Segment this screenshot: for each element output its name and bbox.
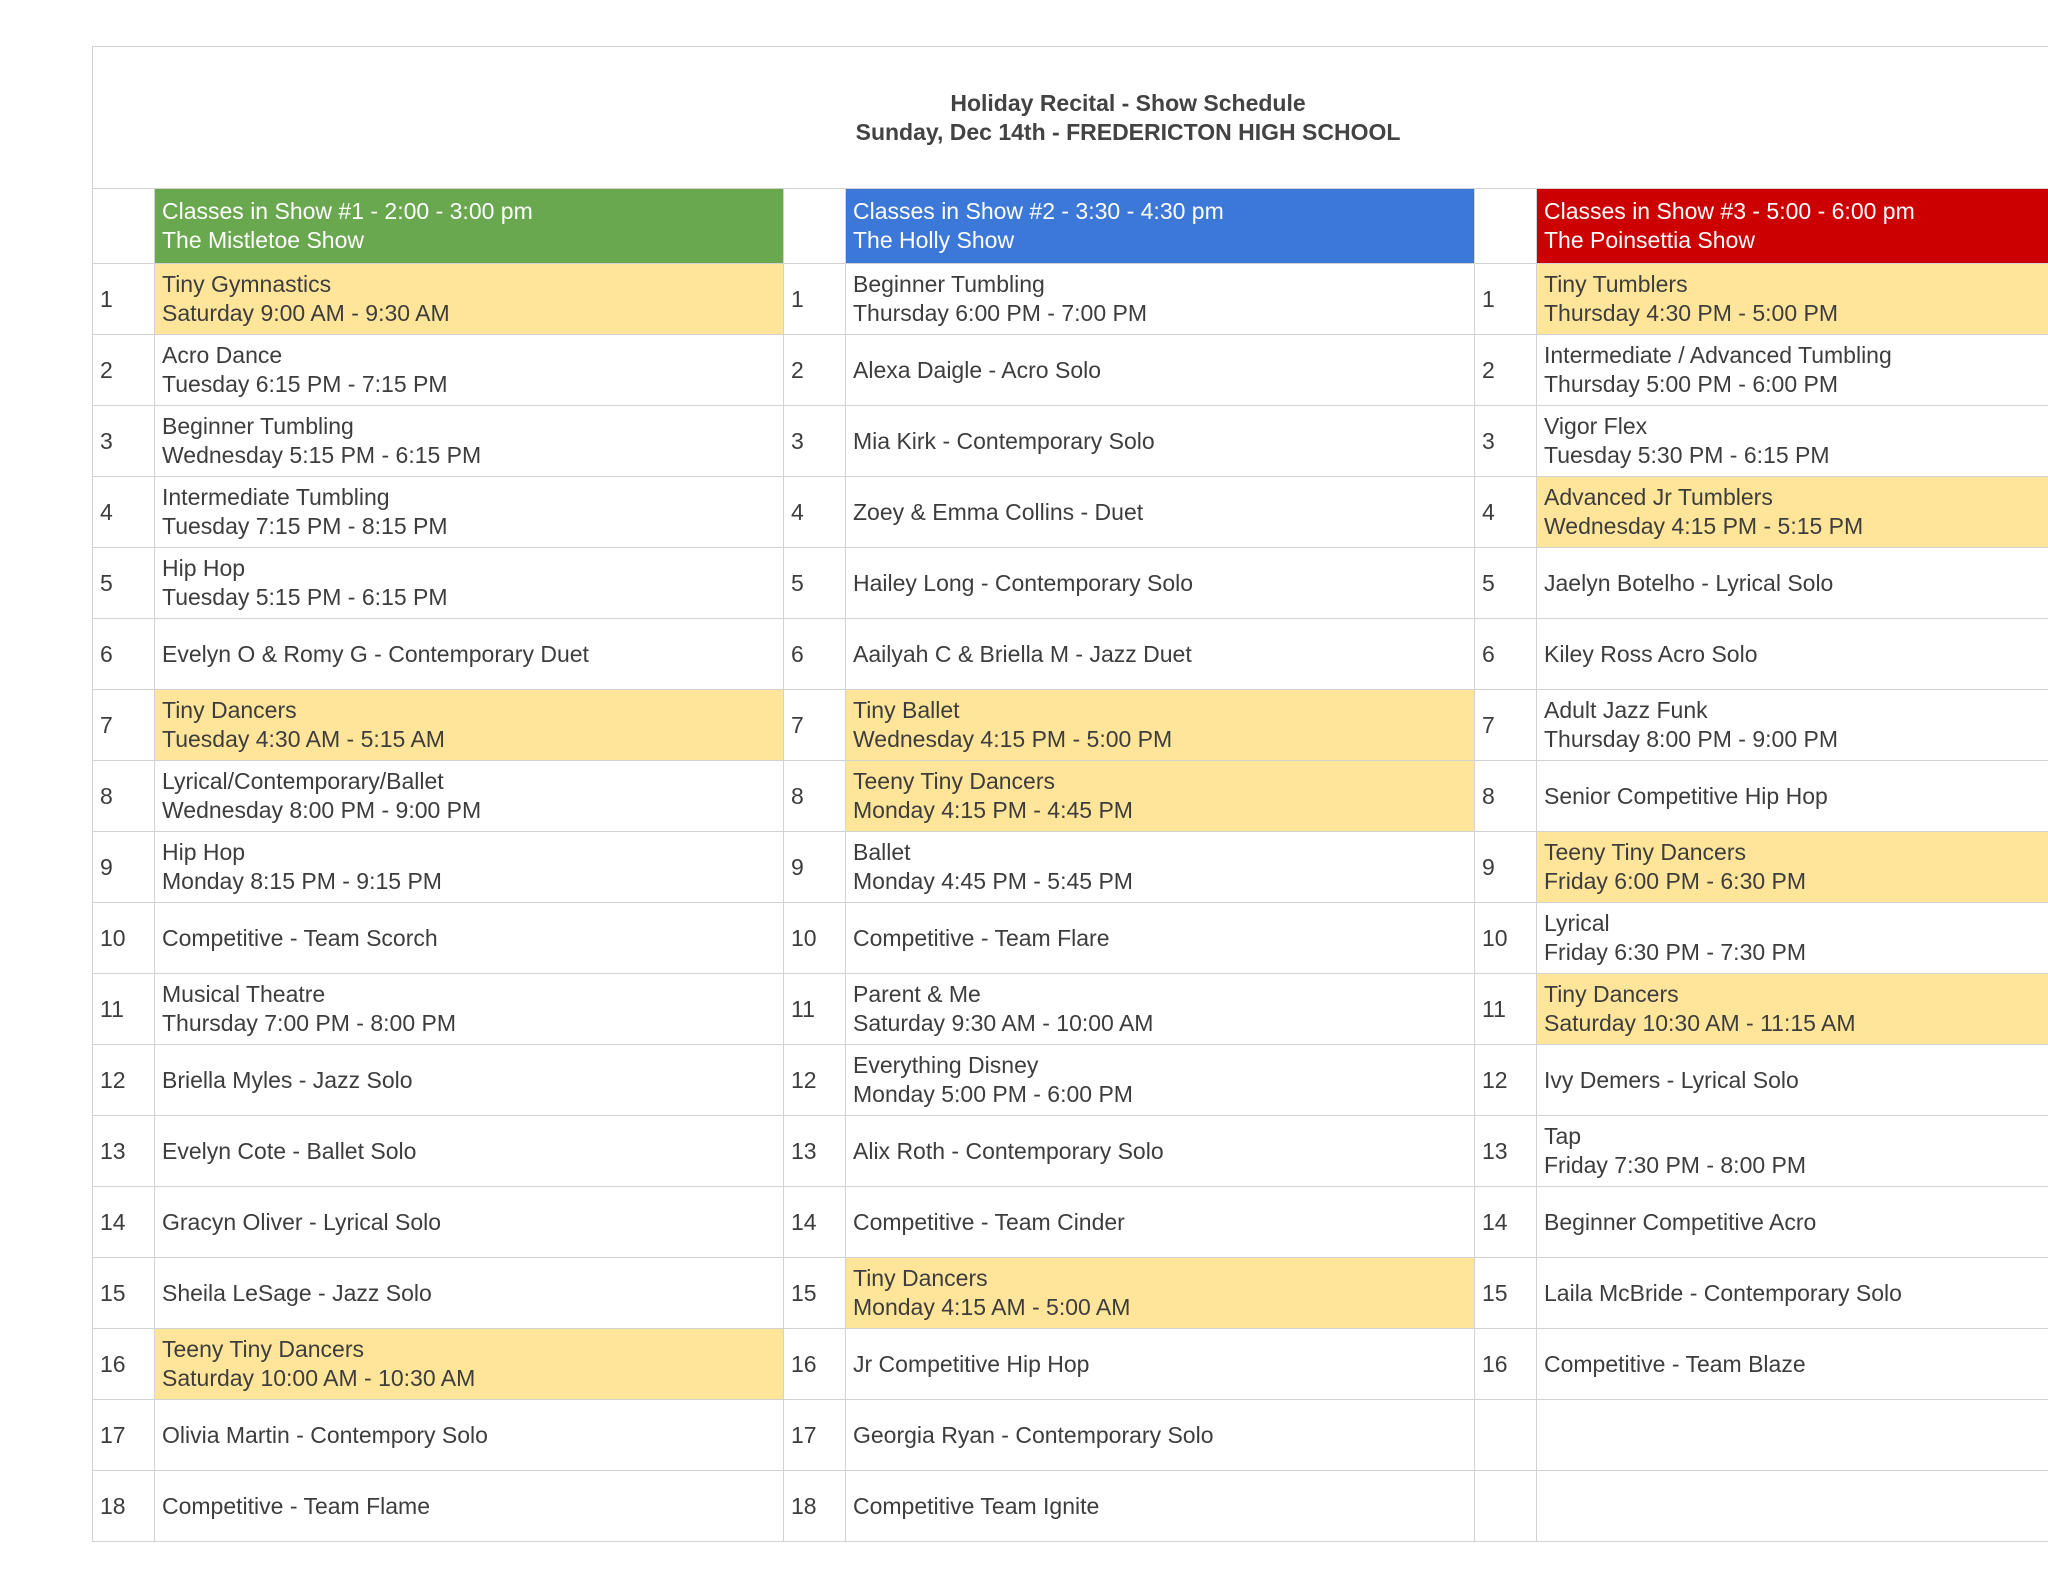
entry-number: 16 <box>93 1329 155 1400</box>
entry-number: 3 <box>1475 406 1537 477</box>
entry-number <box>1475 1400 1537 1471</box>
entry-cell <box>846 1471 1475 1542</box>
class-name: Competitive - Team Flame <box>162 1492 430 1519</box>
entry-cell <box>1537 761 2048 832</box>
entry-cell <box>1537 974 2048 1045</box>
entry-cell <box>846 548 1475 619</box>
entry-number: 16 <box>1475 1329 1537 1400</box>
entry-number: 10 <box>93 903 155 974</box>
table-row <box>93 1329 2048 1400</box>
class-name: Competitive - Team Cinder <box>853 1208 1125 1235</box>
entry-cell <box>155 1045 784 1116</box>
entry-number: 18 <box>93 1471 155 1542</box>
entry-number: 15 <box>784 1258 846 1329</box>
table-row <box>93 974 2048 1045</box>
class-name: Briella Myles - Jazz Solo <box>162 1066 413 1093</box>
header-number-cell <box>1475 189 1537 264</box>
entry-cell <box>846 761 1475 832</box>
class-name: Hailey Long - Contemporary Solo <box>853 569 1194 596</box>
entry-cell <box>846 1258 1475 1329</box>
entry-cell <box>846 619 1475 690</box>
entry-number: 2 <box>93 335 155 406</box>
entry-cell <box>846 1116 1475 1187</box>
entry-cell <box>1537 1329 2048 1400</box>
entry-cell <box>1537 1258 2048 1329</box>
class-name: Intermediate / Advanced Tumbling <box>1544 342 1892 368</box>
class-name: Acro Dance <box>162 342 283 368</box>
entry-cell <box>155 1400 784 1471</box>
class-name: Senior Competitive Hip Hop <box>1544 782 1828 809</box>
class-name: Beginner Competitive Acro <box>1544 1208 1817 1235</box>
show-1-header-time: Classes in Show #1 - 2:00 - 3:00 pm <box>162 198 533 224</box>
class-name: Adult Jazz Funk <box>1544 697 1708 723</box>
entry-number: 8 <box>93 761 155 832</box>
table-row <box>93 903 2048 974</box>
entry-cell <box>1537 1400 2048 1471</box>
class-name: Lyrical/Contemporary/Ballet <box>162 768 444 794</box>
class-name: Competitive Team Ignite <box>853 1492 1100 1519</box>
class-name: Tiny Gymnastics <box>162 271 332 297</box>
entry-number: 17 <box>93 1400 155 1471</box>
entry-cell <box>1537 406 2048 477</box>
entry-number: 5 <box>1475 548 1537 619</box>
table-row <box>93 690 2048 761</box>
class-time: Thursday 4:30 PM - 5:00 PM <box>1544 300 1839 326</box>
entry-number: 15 <box>93 1258 155 1329</box>
entry-cell <box>846 974 1475 1045</box>
show-2-header-name: The Holly Show <box>853 227 1015 253</box>
entry-number: 6 <box>93 619 155 690</box>
class-time: Friday 7:30 PM - 8:00 PM <box>1544 1152 1807 1178</box>
class-name: Beginner Tumbling <box>162 413 354 439</box>
table-row <box>93 406 2048 477</box>
entry-cell <box>846 1400 1475 1471</box>
class-name: Laila McBride - Contemporary Solo <box>1544 1279 1902 1306</box>
class-name: Mia Kirk - Contemporary Solo <box>853 427 1155 454</box>
class-name: Teeny Tiny Dancers <box>162 1336 364 1362</box>
show-3-header <box>1537 189 2048 264</box>
show-1-header-name: The Mistletoe Show <box>162 227 364 253</box>
class-name: Tap <box>1544 1123 1582 1149</box>
show-2-header-time: Classes in Show #2 - 3:30 - 4:30 pm <box>853 198 1224 224</box>
class-name: Jaelyn Botelho - Lyrical Solo <box>1544 569 1834 596</box>
entry-number: 1 <box>93 264 155 335</box>
entry-number: 6 <box>784 619 846 690</box>
table-row <box>93 832 2048 903</box>
entry-number <box>1475 1471 1537 1542</box>
entry-number: 10 <box>784 903 846 974</box>
class-name: Alexa Daigle - Acro Solo <box>853 356 1102 383</box>
table-row <box>93 619 2048 690</box>
class-name: Gracyn Oliver - Lyrical Solo <box>162 1208 442 1235</box>
class-time: Monday 4:15 PM - 4:45 PM <box>853 797 1133 823</box>
entry-cell <box>155 974 784 1045</box>
class-name: Teeny Tiny Dancers <box>1544 839 1746 865</box>
entry-number: 1 <box>1475 264 1537 335</box>
class-time: Thursday 7:00 PM - 8:00 PM <box>162 1010 457 1036</box>
entry-number: 7 <box>784 690 846 761</box>
table-row <box>93 477 2048 548</box>
class-name: Zoey & Emma Collins - Duet <box>853 498 1144 525</box>
class-time: Thursday 5:00 PM - 6:00 PM <box>1544 371 1839 397</box>
entry-number: 10 <box>1475 903 1537 974</box>
entry-cell <box>1537 1116 2048 1187</box>
class-time: Thursday 6:00 PM - 7:00 PM <box>853 300 1148 326</box>
class-name: Evelyn O & Romy G - Contemporary Duet <box>162 640 589 667</box>
class-time: Monday 4:15 AM - 5:00 AM <box>853 1294 1131 1320</box>
class-name: Alix Roth - Contemporary Solo <box>853 1137 1164 1164</box>
entry-number: 11 <box>784 974 846 1045</box>
class-name: Vigor Flex <box>1544 413 1648 439</box>
entry-cell <box>846 1329 1475 1400</box>
entry-number: 12 <box>1475 1045 1537 1116</box>
entry-number: 11 <box>93 974 155 1045</box>
entry-cell <box>1537 619 2048 690</box>
class-name: Tiny Ballet <box>853 697 960 723</box>
entry-cell <box>1537 1045 2048 1116</box>
class-time: Tuesday 4:30 AM - 5:15 AM <box>162 726 445 752</box>
class-name: Tiny Dancers <box>853 1265 988 1291</box>
entry-cell <box>155 761 784 832</box>
class-time: Wednesday 5:15 PM - 6:15 PM <box>162 442 482 468</box>
show-3-header-name: The Poinsettia Show <box>1544 227 1755 253</box>
entry-cell <box>155 548 784 619</box>
class-time: Thursday 8:00 PM - 9:00 PM <box>1544 726 1839 752</box>
table-row <box>93 548 2048 619</box>
entry-cell <box>1537 548 2048 619</box>
entry-number: 4 <box>784 477 846 548</box>
class-time: Saturday 9:30 AM - 10:00 AM <box>853 1010 1154 1036</box>
entry-number: 14 <box>1475 1187 1537 1258</box>
class-name: Kiley Ross Acro Solo <box>1544 640 1758 667</box>
table-row <box>93 1400 2048 1471</box>
entry-cell <box>846 903 1475 974</box>
class-time: Saturday 10:00 AM - 10:30 AM <box>162 1365 476 1391</box>
class-name: Intermediate Tumbling <box>162 484 390 510</box>
entry-cell <box>155 1187 784 1258</box>
class-name: Musical Theatre <box>162 981 326 1007</box>
class-name: Beginner Tumbling <box>853 271 1045 297</box>
entry-number: 5 <box>93 548 155 619</box>
class-name: Olivia Martin - Contempory Solo <box>162 1421 488 1448</box>
class-name: Advanced Jr Tumblers <box>1544 484 1773 510</box>
entry-number: 14 <box>93 1187 155 1258</box>
entry-cell <box>1537 1187 2048 1258</box>
class-name: Teeny Tiny Dancers <box>853 768 1055 794</box>
show-1-header <box>155 189 784 264</box>
class-name: Tiny Dancers <box>1544 981 1679 1007</box>
entry-number: 2 <box>784 335 846 406</box>
class-name: Ivy Demers - Lyrical Solo <box>1544 1066 1799 1093</box>
class-name: Competitive - Team Flare <box>853 924 1110 951</box>
class-name: Competitive - Team Blaze <box>1544 1350 1806 1377</box>
entry-number: 8 <box>1475 761 1537 832</box>
class-time: Friday 6:30 PM - 7:30 PM <box>1544 939 1807 965</box>
class-name: Lyrical <box>1544 910 1610 936</box>
table-row <box>93 1187 2048 1258</box>
entry-cell <box>846 264 1475 335</box>
entry-cell <box>846 477 1475 548</box>
entry-cell <box>155 335 784 406</box>
entry-number: 14 <box>784 1187 846 1258</box>
entry-cell <box>846 406 1475 477</box>
entry-number: 9 <box>784 832 846 903</box>
table-row <box>93 761 2048 832</box>
entry-cell <box>846 690 1475 761</box>
entry-number: 3 <box>93 406 155 477</box>
schedule-sheet <box>92 46 1963 1542</box>
table-row <box>93 1471 2048 1542</box>
entry-cell <box>155 619 784 690</box>
class-name: Aailyah C & Briella M - Jazz Duet <box>853 640 1192 667</box>
entry-cell <box>846 1187 1475 1258</box>
entry-number: 7 <box>93 690 155 761</box>
table-row <box>93 335 2048 406</box>
table-row <box>93 1116 2048 1187</box>
entry-number: 13 <box>93 1116 155 1187</box>
entry-number: 7 <box>1475 690 1537 761</box>
entry-cell <box>155 406 784 477</box>
entry-number: 12 <box>93 1045 155 1116</box>
entry-number: 15 <box>1475 1258 1537 1329</box>
entry-number: 3 <box>784 406 846 477</box>
entry-cell <box>155 1329 784 1400</box>
class-time: Monday 5:00 PM - 6:00 PM <box>853 1081 1133 1107</box>
class-time: Friday 6:00 PM - 6:30 PM <box>1544 868 1807 894</box>
class-name: Ballet <box>853 839 911 865</box>
class-time: Monday 8:15 PM - 9:15 PM <box>162 868 442 894</box>
page-title <box>93 47 2048 189</box>
entry-cell <box>155 832 784 903</box>
entry-number: 12 <box>784 1045 846 1116</box>
table-row <box>93 1258 2048 1329</box>
entry-cell <box>1537 832 2048 903</box>
class-time: Wednesday 8:00 PM - 9:00 PM <box>162 797 482 823</box>
class-name: Tiny Dancers <box>162 697 297 723</box>
entry-cell <box>1537 903 2048 974</box>
entry-cell <box>1537 264 2048 335</box>
entry-cell <box>846 832 1475 903</box>
class-time: Wednesday 4:15 PM - 5:00 PM <box>853 726 1173 752</box>
class-name: Parent & Me <box>853 981 981 1007</box>
entry-cell <box>155 690 784 761</box>
entry-cell <box>846 1045 1475 1116</box>
show-header-row <box>93 189 2048 264</box>
entry-number: 11 <box>1475 974 1537 1045</box>
class-time: Tuesday 6:15 PM - 7:15 PM <box>162 371 448 397</box>
entry-cell <box>155 903 784 974</box>
entry-number: 9 <box>93 832 155 903</box>
entry-cell <box>155 1116 784 1187</box>
class-name: Georgia Ryan - Contemporary Solo <box>853 1421 1214 1448</box>
title-line-1: Holiday Recital - Show Schedule <box>950 89 1306 116</box>
class-time: Tuesday 5:30 PM - 6:15 PM <box>1544 442 1830 468</box>
table-row <box>93 264 2048 335</box>
table-row <box>93 1045 2048 1116</box>
class-time: Monday 4:45 PM - 5:45 PM <box>853 868 1133 894</box>
class-name: Competitive - Team Scorch <box>162 924 438 951</box>
entry-number: 18 <box>784 1471 846 1542</box>
entry-cell <box>155 264 784 335</box>
entry-number: 17 <box>784 1400 846 1471</box>
entry-number: 13 <box>784 1116 846 1187</box>
entry-cell <box>1537 335 2048 406</box>
entry-cell <box>846 335 1475 406</box>
class-time: Saturday 10:30 AM - 11:15 AM <box>1544 1010 1856 1036</box>
class-name: Everything Disney <box>853 1052 1039 1078</box>
class-name: Tiny Tumblers <box>1544 271 1688 297</box>
header-number-cell <box>93 189 155 264</box>
schedule-table <box>92 46 2048 1542</box>
class-time: Saturday 9:00 AM - 9:30 AM <box>162 300 450 326</box>
show-3-header-time: Classes in Show #3 - 5:00 - 6:00 pm <box>1544 198 1915 224</box>
class-time: Tuesday 7:15 PM - 8:15 PM <box>162 513 448 539</box>
class-name: Sheila LeSage - Jazz Solo <box>162 1279 432 1306</box>
entry-number: 5 <box>784 548 846 619</box>
entry-number: 4 <box>93 477 155 548</box>
class-time: Tuesday 5:15 PM - 6:15 PM <box>162 584 448 610</box>
entry-cell <box>1537 690 2048 761</box>
show-2-header <box>846 189 1475 264</box>
class-name: Evelyn Cote - Ballet Solo <box>162 1137 417 1164</box>
entry-number: 4 <box>1475 477 1537 548</box>
entry-cell <box>1537 1471 2048 1542</box>
entry-cell <box>155 1471 784 1542</box>
entry-cell <box>1537 477 2048 548</box>
entry-cell <box>155 1258 784 1329</box>
entry-number: 13 <box>1475 1116 1537 1187</box>
title-row <box>93 47 2048 189</box>
header-number-cell <box>784 189 846 264</box>
class-name: Hip Hop <box>162 839 246 865</box>
class-time: Wednesday 4:15 PM - 5:15 PM <box>1544 513 1864 539</box>
class-name: Hip Hop <box>162 555 246 581</box>
entry-number: 1 <box>784 264 846 335</box>
entry-number: 2 <box>1475 335 1537 406</box>
entry-number: 6 <box>1475 619 1537 690</box>
entry-number: 8 <box>784 761 846 832</box>
class-name: Jr Competitive Hip Hop <box>853 1350 1090 1377</box>
title-line-2: Sunday, Dec 14th - FREDERICTON HIGH SCHOOL <box>855 118 1401 145</box>
entry-number: 9 <box>1475 832 1537 903</box>
entry-cell <box>155 477 784 548</box>
entry-number: 16 <box>784 1329 846 1400</box>
